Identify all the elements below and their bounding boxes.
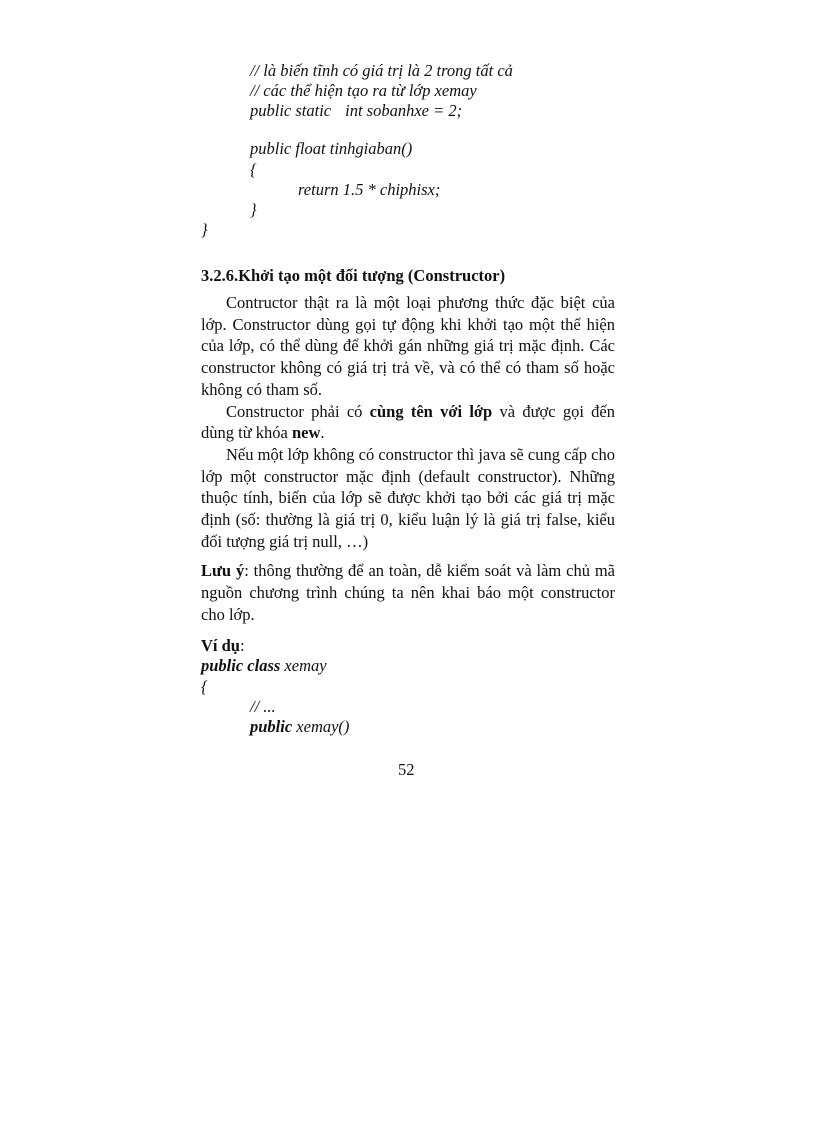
example-label (201, 636, 245, 656)
example-comment: // ... (250, 697, 276, 716)
example-constructor-signature (250, 717, 349, 737)
code-open-brace: { (250, 160, 257, 179)
code-comment-line-2: // các thể hiện tạo ra từ lớp xemay (250, 81, 477, 100)
paragraph-text: Constructor phải có (226, 401, 370, 421)
paragraph-constructor-name (201, 401, 615, 444)
code-comment-line-1: // là biến tĩnh có giá trị là 2 trong tất cả (250, 61, 513, 80)
section-body (201, 292, 615, 626)
example-open-brace: { (201, 677, 208, 696)
code-return-statement: return 1.5 * chiphisx; (298, 180, 441, 199)
section-heading: 3.2.6.Khởi tạo một đối tượng (Constructor) (201, 266, 506, 285)
note-label: Lưu ý (201, 561, 245, 581)
paragraph-text: và được gọi đến dùng từ khóa (201, 401, 615, 443)
note-text: : thông thường để an toàn, dễ kiểm soát và làm chủ mã nguồn chương trình chúng ta nên khai báo một constructor cho lớp. (201, 561, 615, 624)
paragraph-constructor-intro: Contructor thật ra là một loại phương thức đặc biệt của lớp. Constructor dùng gọi tự động khi khởi tạo một thể hiện của lớp, có thể dùng để khởi gán những giá trị mặc định. Các constructor không có giá trị trả về, và có thể có tham số hoặc không có tham số. (201, 293, 615, 399)
code-keyword: public (250, 717, 293, 736)
example-label-text: Ví dụ (201, 636, 240, 655)
code-class-close-brace: } (201, 220, 208, 239)
code-identifier: xemay() (292, 717, 350, 736)
paragraph-default-constructor: Nếu một lớp không có constructor thì java sẽ cung cấp cho lớp một constructor mặc định (default constructor). Những thuộc tính, biến của lớp sẽ được khởi tạo bởi các giá trị mặc định (số: thường là giá trị 0, kiểu luận lý là giá trị false, kiểu đối tượng giá trị null, …) (201, 444, 615, 551)
code-static-field: int sobanhxe = 2; (345, 101, 463, 120)
code-method-signature: public float tinhgiaban() (250, 139, 413, 158)
code-static-declaration (250, 101, 462, 121)
example-label-colon: : (239, 636, 245, 655)
bold-text-same-name: cùng tên với lớp (369, 401, 493, 421)
code-close-brace: } (250, 200, 257, 219)
page-number: 52 (398, 760, 415, 779)
note-paragraph (201, 560, 615, 625)
paragraph-text: . (320, 423, 325, 443)
code-static-modifiers: public static (250, 101, 332, 120)
example-class-declaration (201, 656, 327, 676)
bold-text-new-keyword: new (291, 423, 321, 443)
code-identifier: xemay (280, 656, 327, 675)
code-keyword: public class (201, 656, 281, 675)
